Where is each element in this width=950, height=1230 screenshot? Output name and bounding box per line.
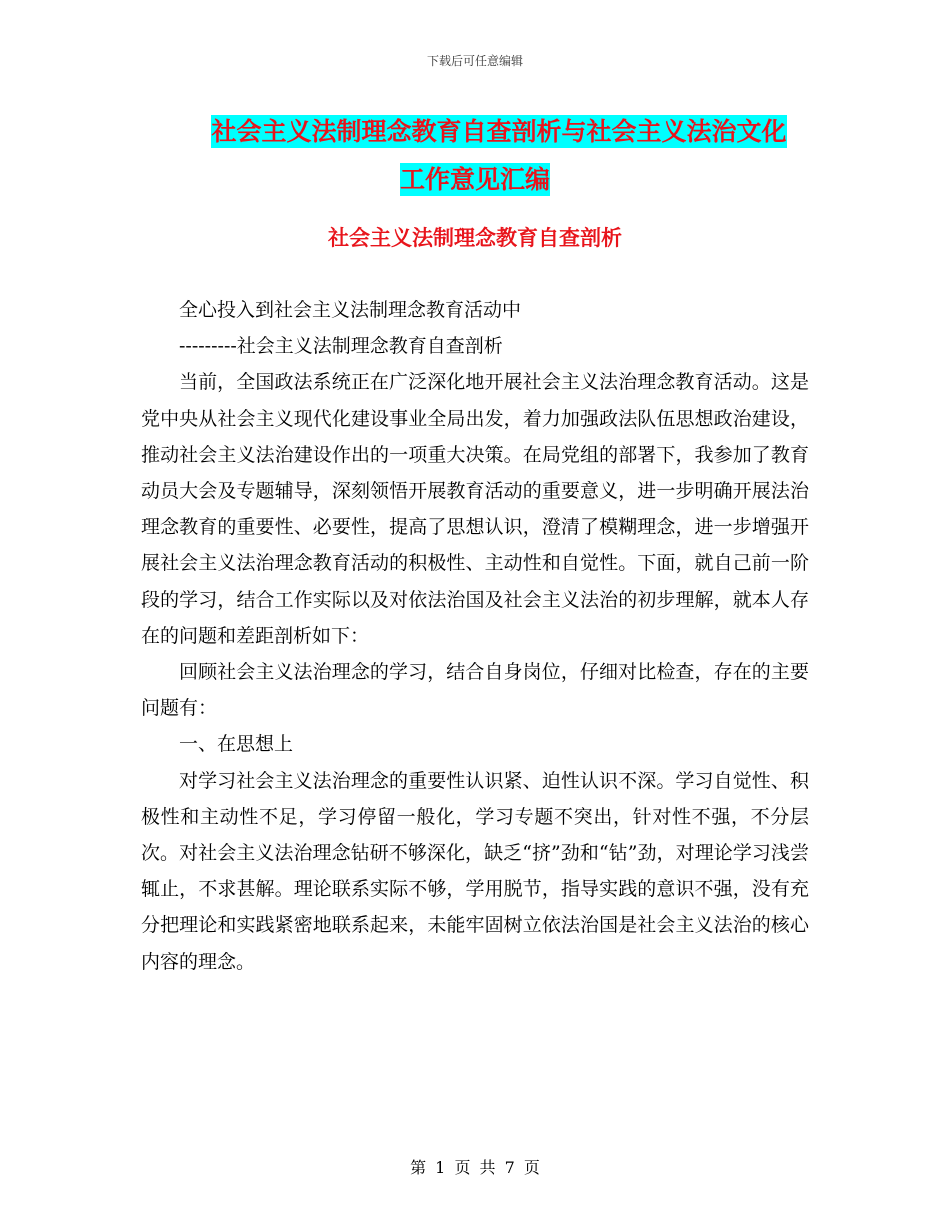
page-number: 第 1 页 共 7 页 [410,1158,540,1177]
document-title-line-2 [0,156,950,204]
body-paragraph: ---------社会主义法制理念教育自查剖析 [179,335,503,358]
page-header-note: 下载后可任意编辑 [426,54,523,68]
document-title-line-1 [0,108,950,156]
section-title: 社会主义法制理念教育自查剖析 [328,226,622,250]
body-paragraph: 全心投入到社会主义法制理念教育活动中 [179,299,522,321]
title-highlight-1: 社会主义法制理念教育自查剖析与社会主义法治文化 [211,117,787,146]
document-body [141,292,809,980]
body-paragraph: 当前，全国政法系统正在广泛深化地开展社会主义法治理念教育活动。这是党中央从社会主义现代化建设事业全局出发，着力加强政法队伍思想政治建设，推动社会主义法治建设作出的一项重大决策。在局党组的部署下，我参加了教育动员大会及专题辅导，深刻领悟开展教育活动的重要意义，进一步明确开展法治理念教育的重要性、必要性，提高了思想认识，澄清了模糊理念，进一步增强开展社会主义法治理念教育活动的积极性、主动性和自觉性。下面，就自己前一阶段的学习，结合工作实际以及对依法治国及社会主义法治的初步理解，就本人存在的问题和差距剖析如下： [141,371,809,647]
title-highlight-2: 工作意见汇编 [399,165,550,194]
body-paragraph: 回顾社会主义法治理念的学习，结合自身岗位，仔细对比检查，存在的主要问题有： [141,661,809,720]
body-paragraph: 对学习社会主义法治理念的重要性认识紧、迫性认识不深。学习自觉性、积极性和主动性不足，学习停留一般化，学习专题不突出，针对性不强，不分层次。对社会主义法治理念钻研不够深化，缺乏“挤”劲和“钻”劲，对理论学习浅尝辄止，不求甚解。理论联系实际不够，学用脱节，指导实践的意识不强，没有充分把理论和实践紧密地联系起来，未能牢固树立依法治国是社会主义法治的核心内容的理念。 [141,769,809,973]
document-title [0,108,950,204]
body-paragraph-heading: 一、在思想上 [179,733,294,756]
